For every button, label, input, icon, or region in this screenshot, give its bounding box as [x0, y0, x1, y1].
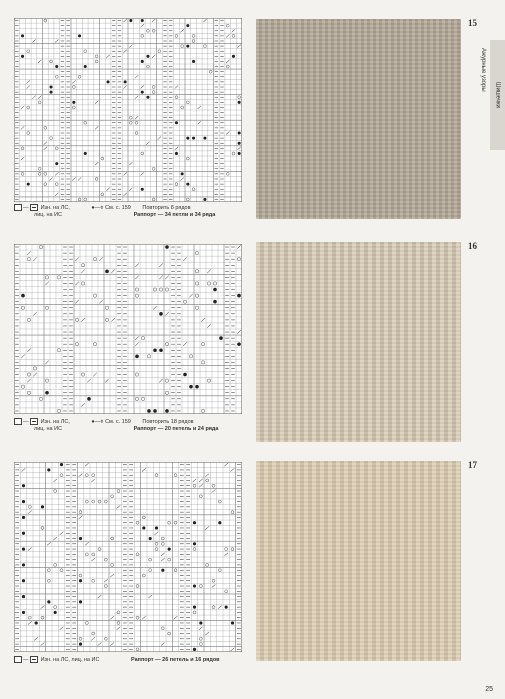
bobble-symbol: [225, 606, 228, 609]
bobble-symbol: [141, 188, 144, 191]
bobble-symbol: [141, 19, 144, 22]
bobble-symbol: [21, 294, 25, 298]
bobble-symbol: [238, 142, 241, 145]
bobble-symbol: [22, 532, 25, 535]
legend-purl-cell: [30, 204, 38, 211]
bobble-symbol: [186, 137, 189, 140]
bobble-symbol: [213, 300, 217, 304]
bobble-symbol: [22, 484, 25, 487]
bobble-symbol: [203, 137, 206, 140]
bobble-symbol: [192, 60, 195, 63]
legend-blank-cell: [14, 204, 22, 211]
bobble-icon: ●—⌽: [91, 204, 104, 211]
bobble-symbol: [142, 526, 145, 529]
page-number: 25: [485, 686, 493, 693]
bobble-symbol: [79, 643, 82, 646]
chart-pattern-17: [14, 462, 242, 652]
bobble-symbol: [175, 121, 178, 124]
pattern-number-17: 17: [468, 460, 477, 470]
bobble-symbol: [78, 34, 81, 37]
repeat-rows-16: Повторить 18 рядов: [142, 418, 194, 425]
bobble-symbol: [153, 348, 157, 352]
bobble-symbol: [147, 409, 151, 413]
legend-purl-text-15: Изн. на ЛС,: [40, 204, 70, 211]
bobble-symbol: [50, 85, 53, 88]
bobble-symbol: [193, 542, 196, 545]
see-page-16: См. с. 159: [105, 418, 131, 425]
bobble-symbol: [199, 621, 202, 624]
bobble-symbol: [124, 80, 127, 83]
bobble-symbol: [192, 137, 195, 140]
bobble-symbol: [105, 270, 109, 274]
bobble-symbol: [193, 521, 196, 524]
bobble-symbol: [238, 131, 241, 134]
rapport-17: Раппорт — 26 петель и 16 рядов: [130, 656, 220, 663]
bobble-symbol: [35, 621, 38, 624]
bobble-symbol: [213, 288, 217, 292]
bobble-symbol: [193, 648, 196, 651]
pattern-number-15: 15: [468, 18, 477, 28]
bobble-symbol: [141, 60, 144, 63]
bobble-symbol: [161, 569, 164, 572]
see-page-15: См. с. 159: [105, 204, 131, 211]
bobble-symbol: [50, 91, 53, 94]
legend-purl-cell: [30, 418, 38, 425]
rapport-16: Раппорт — 20 петель и 24 ряда: [133, 425, 219, 432]
bobble-symbol: [79, 537, 82, 540]
legend-purl-cell: [30, 656, 38, 663]
chart-pattern-15: [14, 18, 242, 202]
bobble-symbol: [165, 245, 169, 249]
bobble-symbol: [55, 162, 58, 165]
bobble-symbol: [186, 45, 189, 48]
bobble-symbol: [22, 516, 25, 519]
bobble-symbol: [55, 65, 58, 68]
bobble-symbol: [22, 548, 25, 551]
bobble-symbol: [195, 385, 199, 389]
bobble-symbol: [22, 563, 25, 566]
bobble-symbol: [47, 468, 50, 471]
bobble-symbol: [60, 463, 63, 466]
bobble-symbol: [146, 55, 149, 58]
bobble-symbol: [193, 584, 196, 587]
legend-blank-cell: [14, 418, 22, 425]
bobble-symbol: [186, 183, 189, 186]
bobble-symbol: [175, 152, 178, 155]
bobble-symbol: [79, 600, 82, 603]
bobble-symbol: [181, 172, 184, 175]
bobble-symbol: [232, 55, 235, 58]
bobble-symbol: [79, 579, 82, 582]
bobble-symbol: [159, 312, 163, 316]
bobble-symbol: [218, 521, 221, 524]
pattern-number-16: 16: [468, 241, 477, 251]
bobble-icon: ●—⌽: [91, 418, 104, 425]
bobble-symbol: [146, 96, 149, 99]
photo-pattern-15: [256, 19, 461, 219]
bobble-symbol: [84, 65, 87, 68]
legend-blank-cell: [14, 656, 22, 663]
bobble-symbol: [203, 198, 206, 201]
repeat-rows-15: Повторить 8 рядов: [142, 204, 191, 211]
bobble-symbol: [22, 595, 25, 598]
side-tab-subcategory: Шишечки: [490, 40, 505, 150]
legend-pattern-15: — Изн. на ЛС, ●—⌽ См. с. 159 Повторить 8 рядов лиц. на ИС Раппорт — 34 петли и 34 ряда: [14, 204, 244, 219]
rapport-15: Раппорт — 34 петли и 34 ряда: [133, 211, 216, 218]
chart-pattern-16: [14, 244, 242, 414]
bobble-symbol: [107, 80, 110, 83]
bobble-symbol: [155, 526, 158, 529]
photo-pattern-17: [256, 461, 461, 661]
bobble-symbol: [41, 505, 44, 508]
legend-purl-text2-15: лиц. на ИС: [34, 211, 63, 218]
bobble-symbol: [165, 409, 169, 413]
legend-purl-text-16: Изн. на ЛС,: [40, 418, 70, 425]
legend-purl-text2-16: лиц. на ИС: [34, 425, 63, 432]
bobble-symbol: [72, 101, 75, 104]
bobble-symbol: [219, 336, 223, 340]
bobble-symbol: [54, 611, 57, 614]
bobble-symbol: [22, 500, 25, 503]
photo-pattern-16: [256, 242, 461, 442]
bobble-symbol: [135, 355, 139, 359]
bobble-symbol: [22, 611, 25, 614]
bobble-symbol: [159, 348, 163, 352]
legend-pattern-17: — Изн. на ЛС, лиц. на ИС Раппорт — 26 петель и 16 рядов: [14, 656, 254, 664]
bobble-symbol: [168, 548, 171, 551]
legend-purl-text-17: Изн. на ЛС, лиц. на ИС: [40, 656, 100, 663]
bobble-symbol: [27, 183, 30, 186]
bobble-symbol: [21, 34, 24, 37]
bobble-symbol: [153, 409, 157, 413]
bobble-symbol: [238, 152, 241, 155]
bobble-symbol: [237, 294, 241, 298]
bobble-symbol: [231, 621, 234, 624]
legend-pattern-16: — Изн. на ЛС, ●—⌽ См. с. 159 Повторить 18 рядов лиц. на ИС Раппорт — 20 петель и 24 ряда: [14, 418, 244, 433]
bobble-symbol: [149, 537, 152, 540]
bobble-symbol: [129, 19, 132, 22]
bobble-symbol: [87, 397, 91, 401]
side-tab-category: Ажурные узоры: [480, 48, 486, 92]
bobble-symbol: [237, 342, 241, 346]
bobble-symbol: [21, 55, 24, 58]
bobble-symbol: [183, 373, 187, 377]
bobble-symbol: [189, 385, 193, 389]
bobble-symbol: [22, 579, 25, 582]
bobble-symbol: [47, 600, 50, 603]
bobble-symbol: [84, 152, 87, 155]
bobble-symbol: [193, 606, 196, 609]
bobble-symbol: [141, 91, 144, 94]
bobble-symbol: [238, 101, 241, 104]
bobble-symbol: [45, 391, 49, 395]
bobble-symbol: [186, 24, 189, 27]
